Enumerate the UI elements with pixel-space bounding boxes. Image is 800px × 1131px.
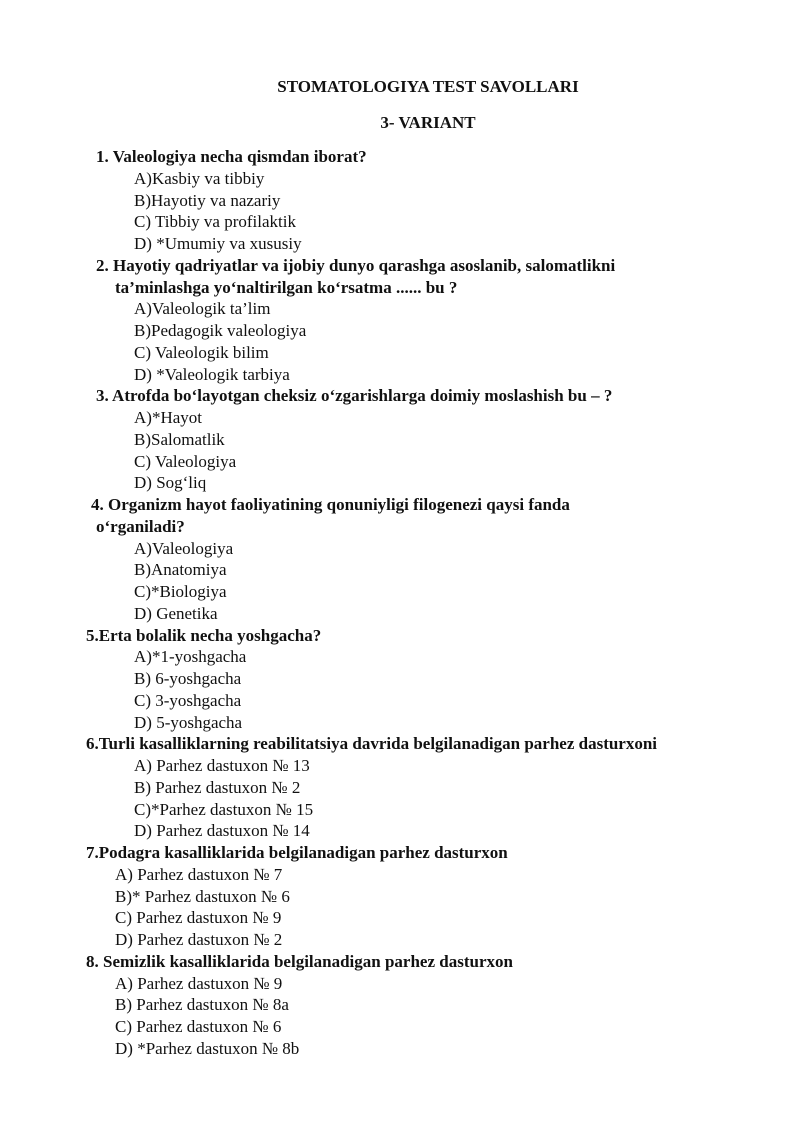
question-2-text-continued: ta’minlashga yo‘naltirilgan ko‘rsatma ...... bu ? [115,277,458,297]
question-5-option-c: C) 3-yoshgacha [134,690,242,710]
question-6-option-a: A) Parhez dastuxon № 13 [134,756,310,775]
question-3-option-c: C) Valeologiya [134,451,237,471]
question-4-text-continued: o‘rganiladi? [96,516,185,536]
question-7-option-a: A) Parhez dastuxon № 7 [115,864,283,884]
question-8-option-b: B) Parhez dastuxon № 8a [115,995,289,1015]
question-8-option-a: A) Parhez dastuxon № 9 [115,973,283,993]
question-1-option-a: A)Kasbiy va tibbiy [134,168,265,188]
question-6-option-d: D) Parhez dastuxon № 14 [134,821,310,841]
question-5-option-b: B) 6-yoshgacha [134,669,242,688]
question-2-option-c: C) Valeologik bilim [134,342,269,362]
question-7-option-b: B)* Parhez dastuxon № 6 [115,886,290,906]
question-list [0,146,800,1060]
question-7-text: 7.Podagra kasalliklarida belgilanadigan parhez dasturxon [86,843,508,862]
question-4-option-a: A)Valeologiya [134,538,234,558]
question-2-option-a: A)Valeologik ta’lim [134,299,271,319]
question-6-text: 6.Turli kasalliklarning reabilitatsiya davrida belgilanadigan parhez dasturxoni [86,734,658,754]
question-2-text: 2. Hayotiy qadriyatlar va ijobiy dunyo qarashga asoslanib, salomatlikni [96,255,616,275]
question-7-option-c: C) Parhez dastuxon № 9 [115,908,282,928]
question-8-option-c: C) Parhez dastuxon № 6 [115,1017,282,1036]
question-4-option-c: C)*Biologiya [134,582,227,601]
question-5-text: 5.Erta bolalik necha yoshgacha? [86,625,322,645]
question-7-option-d: D) Parhez dastuxon № 2 [115,930,283,949]
question-8-option-d: D) *Parhez dastuxon № 8b [115,1038,300,1058]
question-1-text: 1. Valeologiya necha qismdan iborat? [96,147,367,166]
question-3-text: 3. Atrofda bo‘layotgan cheksiz o‘zgarishlarga doimiy moslashish bu – ? [96,386,613,406]
question-1-option-d: D) *Umumiy va xususiy [134,234,302,253]
question-8-text: 8. Semizlik kasalliklarida belgilanadigan parhez dasturxon [86,951,513,971]
question-6-option-c: C)*Parhez dastuxon № 15 [134,799,314,819]
question-5-option-d: D) 5-yoshgacha [134,712,243,732]
question-3-option-d: D) Sog‘liq [134,473,207,493]
question-4-option-b: B)Anatomiya [134,560,227,580]
question-3-option-b: B)Salomatlik [134,429,225,449]
question-4-text: 4. Organizm hayot faoliyatining qonuniyligi filogenezi qaysi fanda [91,495,570,514]
question-2-option-b: B)Pedagogik valeologiya [134,321,307,340]
question-4-option-d: D) Genetika [134,603,218,623]
variant-heading: 3- VARIANT [380,113,476,132]
question-1-option-b: B)Hayotiy va nazariy [134,190,281,210]
question-3-option-a: A)*Hayot [134,408,202,427]
question-2-option-d: D) *Valeologik tarbiya [134,364,290,384]
question-5-option-a: A)*1-yoshgacha [134,647,247,667]
question-1-option-c: C) Tibbiy va profilaktik [134,212,296,232]
document-title: STOMATOLOGIYA TEST SAVOLLARI [277,77,579,96]
question-6-option-b: B) Parhez dastuxon № 2 [134,777,301,797]
